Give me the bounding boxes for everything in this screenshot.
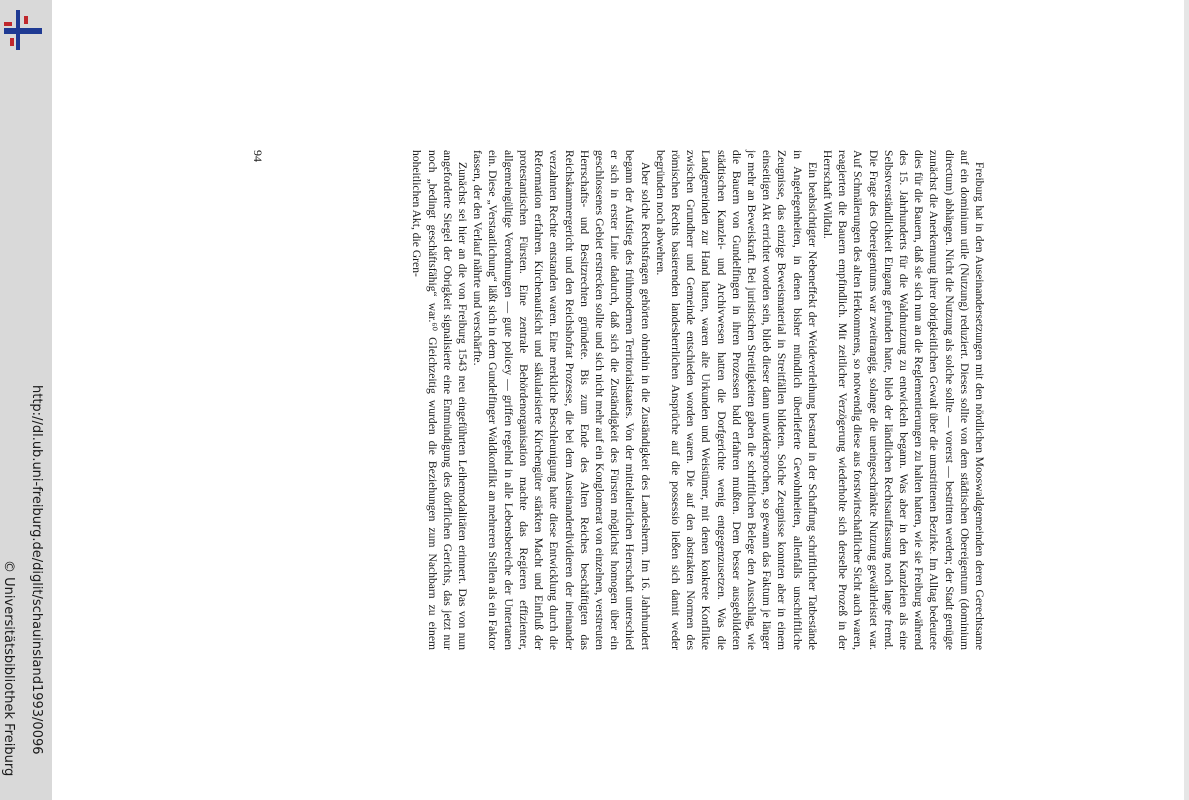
page-area [52,0,1184,800]
sidebar [0,0,52,800]
paragraph: Aber solche Rechtsfragen gehörten ohnehin in die Zuständigkeit des Landesherrn. Im 16. Jahrhundert begann der Aufstieg des frühmodernen Territorialstaates. Von der mittelalterlichen Herrschaft unterschied er sich in erster Linie dadurch, daß sich die Zuständigkeit des Fürsten möglichst homogen über ein geschlossenes Gebiet erstrecken sollte und sich nicht mehr auf ein Konglomerat von einzelnen, verstreuten Herrschafts- und Besitzrechten gründete. Bis zum Ende des Alten Reiches beschäftigten das Reichskammergericht und den Reichshofrat Prozesse, die bei dem Auseinanderdividieren der ineinander verzahnten Rechte entstanden waren. Eine merkliche Beschleunigung hatte diese Entwicklung durch die Reformation erfahren. Kirchenaufsicht und säkularisierte Kirchengüter stärkten Macht und Einfluß der protestantischen Fürsten. Eine zentrale Behördenorganisation machte das Regieren effizienter, allgemeingültige Verordnungen — gute policey — griffen regelnd in alle Lebensbereiche der Untertanen ein. Diese „Verstaatlichung“ läßt sich in dem Gundelfinger Waldkonflikt an mehreren Stellen als ein Faktor fassen, der den Verlauf nährte und verschärfte. [471,150,652,650]
copyright-text: © Universitätsbibliothek Freiburg [1,560,16,777]
paragraph: Zunächst sei hier an die von Freiburg 1543 neu eingeführten Leihemodalitäten erinnert. Das von nun angeforderte Siegel der Obrigkeit signalisierte eine Entmündigung des dörflichen Gerichts, das jetzt nur noch „bedingt geschäftsfähig“ war.⁶⁰ Gleichzeitig wurden die Beziehungen zum Nachbarn zu einem hoheitlichen Akt, die Gren- [410,150,470,650]
scanned-page [237,150,987,650]
source-url[interactable] [30,0,44,800]
page-number: 94 [251,150,265,162]
paragraph: Freiburg hat in den Auseinandersetzungen mit den nördlichen Mooswaldgemeinden deren Gerechtsame auf ein dominium utile (Nutzung) reduziert. Dieses sollte von dem städtischen Obereigentum (dominium directum) abhängen. Nicht die Nutzung als solche sollte — vorerst — bestritten werden; der Stadt genügte zunächst die Anerkennung ihrer obrigkeitlichen Gewalt über die umstrittenen Bezirke. Im Alltag bedeutete dies für die Bauern, daß sie sich nun an die Reglementierungen zu halten hatten, wie sie Freiburg während des 15. Jahrhunderts für die Waldnutzung zu entwickeln begann. Was aber in den Kanzleien als eine Selbstverständlichkeit Eingang gefunden hatte, blieb der ländlichen Rechtsauffassung noch lange fremd. Die Frage des Obereigentums war zweitrangig, solange die uneingeschränkte Nutzung gewährleistet war. Auf Schmälerungen des alten Herkommens, so notwendig diese aus forstwirtschaftlicher Sicht auch waren, reagierten die Bauern empfindlich. Mit zeitlicher Verzögerung wiederholte sich derselbe Prozeß in der Herrschaft Wildtal. [820,150,986,650]
body-text [409,150,987,650]
paragraph: Ein beabsichtigter Nebeneffekt der Weideverleihung bestand in der Schaffung schriftlicher Tatbestände in Angelegenheiten, in denen bisher mündlich überlieferte Gewohnheiten, allenfalls unschriftliche Zeugnisse, das einzige Beweismaterial in Streitfällen bildeten. Solche Zeugnisse konnten aber in einem einseitigen Akt errichtet worden sein, blieb dieser dann unwidersprochen, so gewann das Faktum je länger je mehr an Beweiskraft. Bei juristischen Streitigkeiten gaben die schriftlichen Belege den Ausschlag, wie die Bauern von Gundelfingen in ihren Prozessen bald erfahren mußten. Dem besser ausgebildeten städtischen Kanzlei- und Archivwesen hatten die Dorfgerichte wenig entgegenzusetzen. Was die Landgemeinden zur Hand hatten, waren alte Urkunden und Weistümer, mit denen konkrete Konflikte zwischen Grundherr und Gemeinde entschieden worden waren. Die auf den abstrakten Normen des römischen Rechts basierenden landesherrlichen Ansprüche auf die possessio ließen sich damit weder begründen noch abwehren. [653,150,819,650]
copyright-notice [2,0,16,800]
scrollbar-track[interactable] [1184,0,1189,800]
source-url-text[interactable]: http://dl.ub.uni-freiburg.de/diglit/schauinsland1993/0096 [29,385,44,755]
